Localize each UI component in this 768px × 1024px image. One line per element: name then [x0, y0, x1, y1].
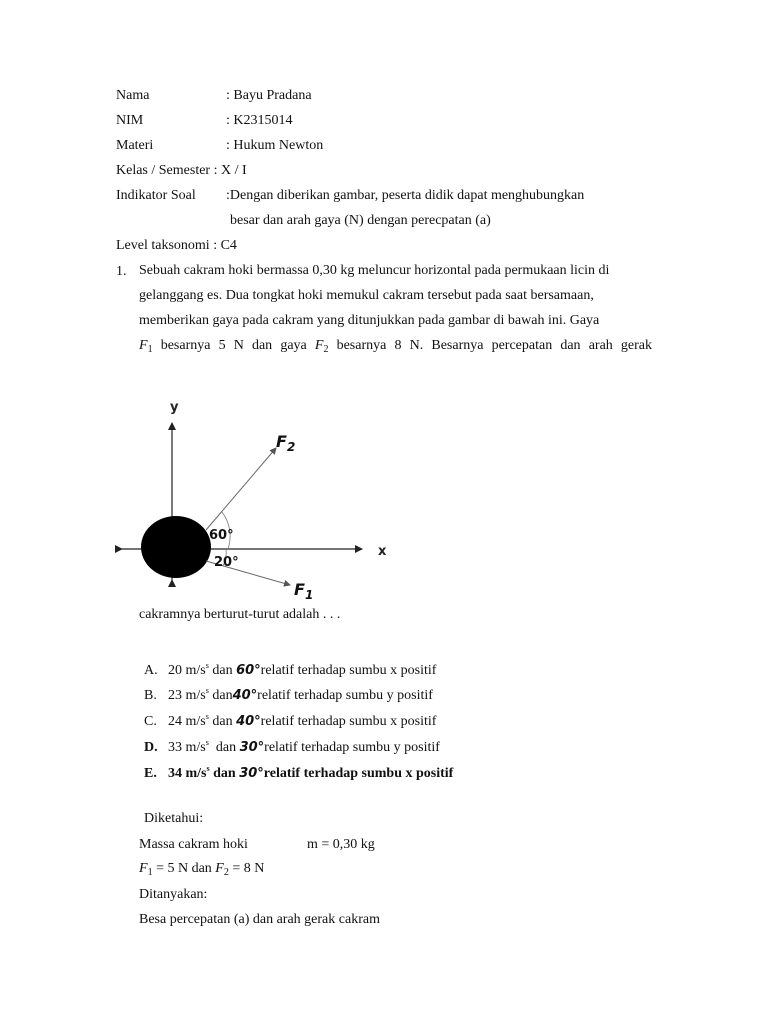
option-d-angle: 30° [239, 740, 265, 755]
option-e-value: 34 m/s [168, 766, 207, 781]
f1-sub: 1 [147, 344, 153, 355]
question-text [139, 258, 652, 362]
option-b-value: 23 m/s [168, 688, 206, 703]
option-a-sup: s [205, 661, 209, 670]
force-diagram [110, 395, 410, 610]
option-d-value: 33 m/s [168, 740, 206, 755]
option-b-dan: dan [208, 688, 233, 703]
indikator-label: Indikator Soal [116, 188, 196, 203]
forces-given [139, 860, 264, 882]
question-line3: memberikan gaya pada cakram yang ditunjukkan pada gambar di bawah ini. Gaya [139, 313, 600, 328]
question-line4-end: besarnya 8 N. Besarnya percepatan dan arah gerak [336, 338, 653, 353]
name-row [116, 87, 312, 105]
materi-label: Materi [116, 138, 154, 153]
indikator-row [116, 187, 584, 205]
massa-value: m = 0,30 kg [307, 837, 375, 852]
level-row [116, 237, 237, 255]
forces-f2: F [215, 861, 224, 876]
option-c-rest: relatif terhadap sumbu x positif [260, 714, 437, 729]
f1-symbol: F [139, 338, 148, 353]
angle-f1-label: 20° [214, 555, 239, 570]
nim-value: : K2315014 [226, 113, 293, 128]
x-label: x [378, 544, 387, 559]
option-a-value: 20 m/s [168, 663, 206, 678]
forces-f2-sub: 2 [223, 867, 229, 878]
option-a-dan: dan [208, 663, 237, 678]
option-e-rest: relatif terhadap sumbu x positif [263, 766, 454, 781]
puck [141, 516, 211, 578]
option-a-rest: relatif terhadap sumbu x positif [260, 663, 437, 678]
option-b-angle: 40° [232, 688, 258, 703]
question-number: 1. [116, 264, 127, 279]
question-line1: Sebuah cakram hoki bermassa 0,30 kg meluncur horizontal pada permukaan licin di [139, 263, 610, 278]
option-c-value: 24 m/s [168, 714, 206, 729]
kelas-value: : X / I [213, 163, 247, 178]
kelas-row [116, 162, 247, 180]
forces-mid: = 5 N dan [152, 861, 216, 876]
option-a-letter: A. [144, 663, 158, 678]
nim-label: NIM [116, 113, 144, 128]
forces-f1-sub: 1 [147, 867, 153, 878]
option-b [144, 682, 433, 705]
diketahui-heading: Diketahui: [144, 811, 204, 826]
f1-label: $F_1$ [294, 580, 314, 602]
f2-symbol: F [314, 338, 324, 353]
option-b-rest: relatif terhadap sumbu y positif [257, 688, 433, 703]
level-value: : C4 [213, 238, 237, 253]
nim-row [116, 112, 293, 130]
question-line2: gelanggang es. Dua tongkat hoki memukul cakram tersebut pada saat bersamaan, [139, 288, 594, 303]
option-e-sup: s [206, 764, 210, 773]
massa-label: Massa cakram hoki [139, 837, 248, 852]
option-e [144, 760, 453, 783]
level-label: Level taksonomi [116, 238, 210, 253]
option-e-angle: 30° [239, 766, 264, 781]
option-c-angle: 40° [236, 714, 261, 729]
question-line4-mid: besarnya 5 N dan gaya [160, 338, 307, 353]
name-value: : Bayu Pradana [226, 88, 312, 103]
materi-row [116, 137, 323, 155]
option-d-sup: s [205, 738, 209, 747]
f2-label: $F_2$ [276, 432, 296, 454]
option-c-letter: C. [144, 714, 157, 729]
angle-f2-label: 60° [209, 528, 234, 543]
option-d [144, 734, 440, 757]
indikator-value-line2: besar dan arah gaya (N) dengan perecpatan (a) [230, 213, 491, 228]
option-a-angle: 60° [236, 663, 261, 678]
ditanyakan-heading: Ditanyakan: [139, 887, 208, 902]
question-continuation: cakramnya berturut-turut adalah . . . [139, 607, 341, 622]
name-label: Nama [116, 88, 150, 103]
option-c-sup: s [205, 712, 209, 721]
f2-sub: 2 [323, 344, 329, 355]
materi-value: : Hukum Newton [226, 138, 324, 153]
y-label: y [170, 400, 179, 415]
forces-end: = 8 N [228, 861, 265, 876]
f2-vector [206, 448, 276, 530]
question-line4 [139, 333, 652, 362]
indikator-value-line1: :Dengan diberikan gambar, peserta didik dapat menghubungkan [226, 188, 585, 203]
forces-f1: F [139, 861, 148, 876]
option-d-rest: relatif terhadap sumbu y positif [264, 740, 440, 755]
option-e-letter: E. [144, 766, 157, 781]
option-c [144, 708, 436, 731]
option-b-letter: B. [144, 688, 157, 703]
option-d-dan: dan [208, 740, 240, 755]
option-b-sup: s [205, 686, 209, 695]
option-c-dan: dan [208, 714, 237, 729]
option-a [144, 657, 436, 680]
option-e-dan: dan [209, 766, 240, 781]
option-d-letter: D. [144, 740, 158, 755]
ditanya-text: Besa percepatan (a) dan arah gerak cakram [139, 912, 380, 927]
kelas-label: Kelas / Semester [116, 163, 211, 178]
